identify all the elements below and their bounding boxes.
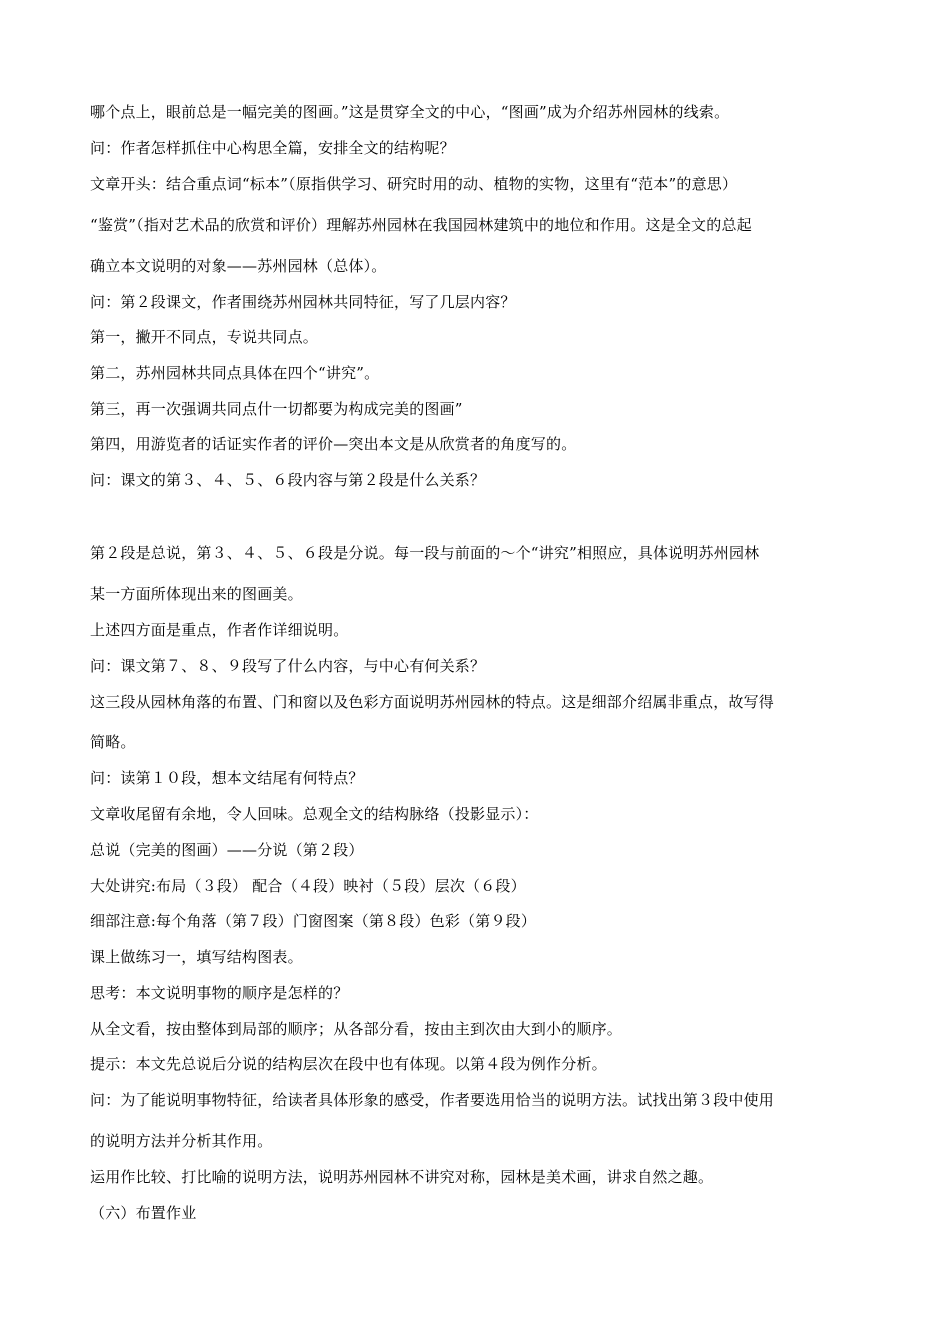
text-line: 第三，再一次强调共同点什一切都要为构成完美的图画”: [90, 400, 463, 418]
text-line: 简略。: [90, 733, 136, 751]
text-line: 文章收尾留有余地，令人回味。总观全文的结构脉络（投影显示）：: [90, 805, 539, 823]
text-line: 问：课文第７、８、９段写了什么内容，与中心有何关系？: [90, 657, 486, 675]
text-line: 文章开头：结合重点词“标本”（原指供学习、研究时用的动、植物的实物，这里有“范本”的意思）: [90, 175, 738, 193]
text-line: 大处讲究:布局（３段） 配合（４段）映衬（５段）层次（６段）: [90, 877, 526, 895]
text-line: 的说明方法并分析其作用。: [90, 1132, 273, 1150]
text-line: “鉴赏”（指对艺术品的欣赏和评价）理解苏州园林在我国园林建筑中的地位和作用。这是全文的总起: [90, 216, 752, 234]
text-line: 课上做练习一，填写结构图表。: [90, 948, 303, 966]
text-line: 第四，用游览者的话证实作者的评价—突出本文是从欣赏者的角度写的。: [90, 435, 577, 453]
text-line: 提示：本文先总说后分说的结构层次在段中也有体现。以第４段为例作分析。: [90, 1055, 607, 1073]
text-line: 这三段从园林角落的布置、门和窗以及色彩方面说明苏州园林的特点。这是细部介绍属非重点，故写得: [90, 693, 775, 711]
text-line: 第二，苏州园林共同点具体在四个“讲究”。: [90, 364, 380, 382]
text-line: 问：第２段课文，作者围绕苏州园林共同特征，写了几层内容？: [90, 293, 516, 311]
text-line: 第一，撇开不同点，专说共同点。: [90, 328, 319, 346]
text-line: 问：课文的第３、４、５、６段内容与第２段是什么关系？: [90, 471, 486, 489]
text-line: 问：为了能说明事物特征，给读者具体形象的感受，作者要选用恰当的说明方法。试找出第３段中使用: [90, 1091, 775, 1109]
text-line: 某一方面所体现出来的图画美。: [90, 585, 303, 603]
text-line: 第２段是总说，第３、４、５、６段是分说。每一段与前面的～个“讲究”相照应，具体说明苏州园林: [90, 544, 760, 562]
text-line: 细部注意:每个角落（第７段）门窗图案（第８段）色彩（第９段）: [90, 912, 537, 930]
text-line: 思考：本文说明事物的顺序是怎样的？: [90, 984, 349, 1002]
text-line: 问：作者怎样抓住中心构思全篇，安排全文的结构呢？: [90, 139, 455, 157]
text-line: 运用作比较、打比喻的说明方法，说明苏州园林不讲究对称，园林是美术画，讲求自然之趣。: [90, 1168, 714, 1186]
text-line: 上述四方面是重点，作者作详细说明。: [90, 621, 349, 639]
text-line: 从全文看，按由整体到局部的顺序；从各部分看，按由主到次由大到小的顺序。: [90, 1020, 623, 1038]
text-line: 确立本文说明的对象——苏州园林（总体）。: [90, 257, 387, 275]
section-heading: （六）布置作业: [90, 1204, 197, 1222]
text-line: 总说（完美的图画）——分说（第２段）: [90, 841, 364, 859]
text-line: 问：读第１０段，想本文结尾有何特点？: [90, 769, 364, 787]
text-line: 哪个点上，眼前总是一幅完美的图画。”这是贯穿全文的中心，“图画”成为介绍苏州园林的线索。: [90, 103, 730, 121]
